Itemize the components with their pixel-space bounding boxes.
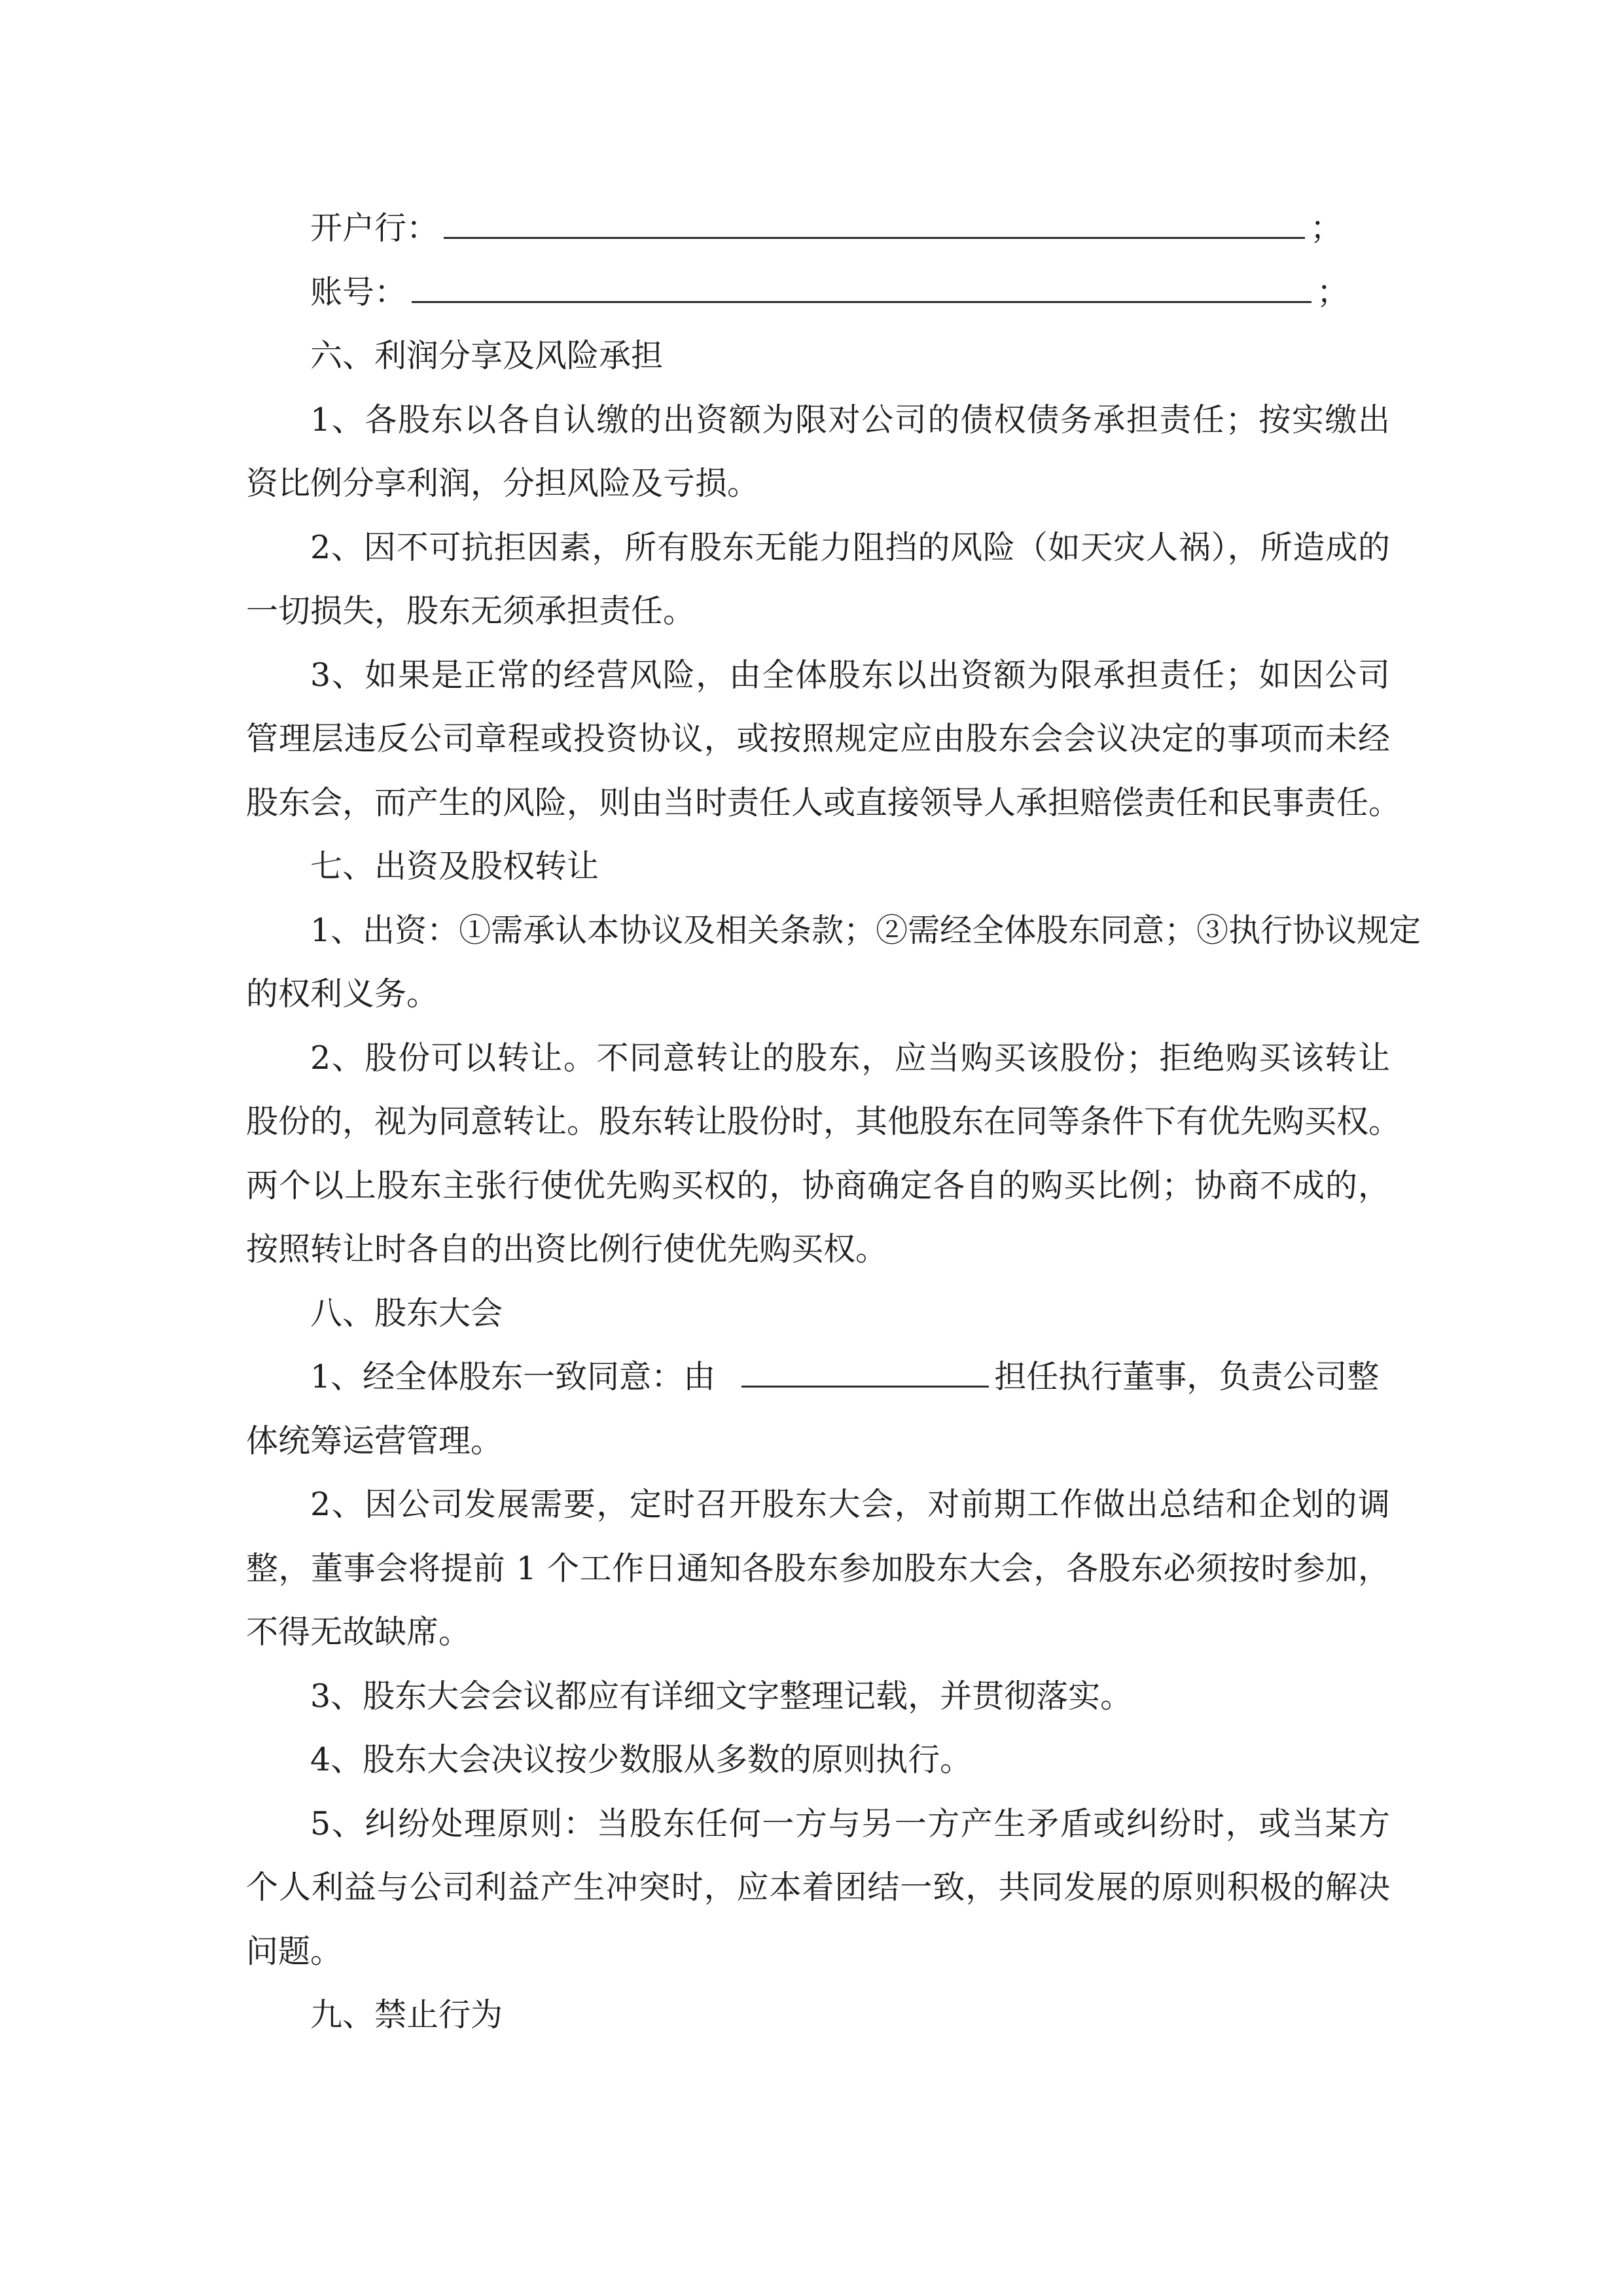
section7-item2-line4: 按照转让时各自的出资比例行使优先购买权。 [246, 1230, 888, 1268]
section7-item2-line1: 2、股份可以转让。不同意转让的股东，应当购买该股份；拒绝购买该转让 [310, 1039, 1390, 1077]
bank-blank-line [444, 200, 1305, 239]
account-label: 账号： [310, 273, 407, 311]
section8-heading: 八、股东大会 [310, 1294, 503, 1332]
section7-item1-line2: 的权利义务。 [246, 975, 439, 1013]
section8-item2-line1: 2、因公司发展需要，定时召开股东大会，对前期工作做出总结和企划的调 [310, 1486, 1390, 1523]
section8-item5-line3: 问题。 [246, 1932, 343, 1970]
section8-item5-line2: 个人利益与公司利益产生冲突时，应本着团结一致，共同发展的原则积极的解决 [246, 1869, 1390, 1906]
section8-item2-line2: 整，董事会将提前 1 个工作日通知各股东参加股东大会，各股东必须按时参加， [246, 1549, 1390, 1587]
section6-item2-line2: 一切损失，股东无须承担责任。 [246, 592, 696, 630]
section8-item5-line1: 5、纠纷处理原则：当股东任何一方与另一方产生矛盾或纠纷时，或当某方 [310, 1804, 1390, 1842]
director-prefix: 1、经全体股东一致同意：由 [310, 1358, 716, 1395]
section7-heading: 七、出资及股权转让 [310, 848, 599, 885]
bank-end-mark: ； [1310, 209, 1343, 247]
director-name-blank [741, 1349, 989, 1388]
section6-item1-line1: 1、各股东以各自认缴的出资额为限对公司的债权债务承担责任；按实缴出 [310, 401, 1390, 439]
account-blank-line [412, 264, 1311, 303]
section7-item2-line2: 股份的，视为同意转让。股东转让股份时，其他股东在同等条件下有优先购买权。 [246, 1103, 1401, 1140]
section8-item1-line2: 体统筹运营管理。 [246, 1422, 503, 1460]
section7-item2-line3: 两个以上股东主张行使优先购买权的，协商确定各自的购买比例；协商不成的， [246, 1166, 1390, 1204]
document-body [246, 196, 1421, 2047]
section8-item2-line3: 不得无故缺席。 [246, 1613, 471, 1651]
account-field-row [246, 260, 1390, 325]
section8-item3: 3、股东大会会议都应有详细文字整理记载，并贯彻落实。 [310, 1677, 1133, 1715]
section6-item3-line1: 3、如果是正常的经营风险，由全体股东以出资额为限承担责任；如因公司 [310, 656, 1390, 694]
director-suffix: 担任执行董事，负责公司整 [994, 1358, 1380, 1395]
section6-item3-line2: 管理层违反公司章程或投资协议，或按照规定应由股东会会议决定的事项而未经 [246, 720, 1390, 757]
bank-field-row [246, 196, 1390, 260]
section6-item1-line2: 资比例分享利润，分担风险及亏损。 [246, 465, 760, 502]
section6-item3-line3: 股东会，而产生的风险，则由当时责任人或直接领导人承担赔偿责任和民事责任。 [246, 783, 1401, 821]
section8-item4: 4、股东大会决议按少数服从多数的原则执行。 [310, 1741, 972, 1778]
bank-label: 开户行： [310, 209, 439, 247]
account-end-mark: ； [1317, 273, 1349, 311]
section9-heading: 九、禁止行为 [310, 1996, 503, 2034]
section6-heading: 六、利润分享及风险承担 [310, 337, 664, 374]
section6-item2-line1: 2、因不可抗拒因素，所有股东无能力阻挡的风险（如天灾人祸），所造成的 [310, 528, 1390, 566]
section7-item1-line1: 1、出资：①需承认本协议及相关条款；②需经全体股东同意；③执行协议规定 [310, 911, 1421, 949]
section8-item1-line1 [246, 1345, 1390, 1409]
